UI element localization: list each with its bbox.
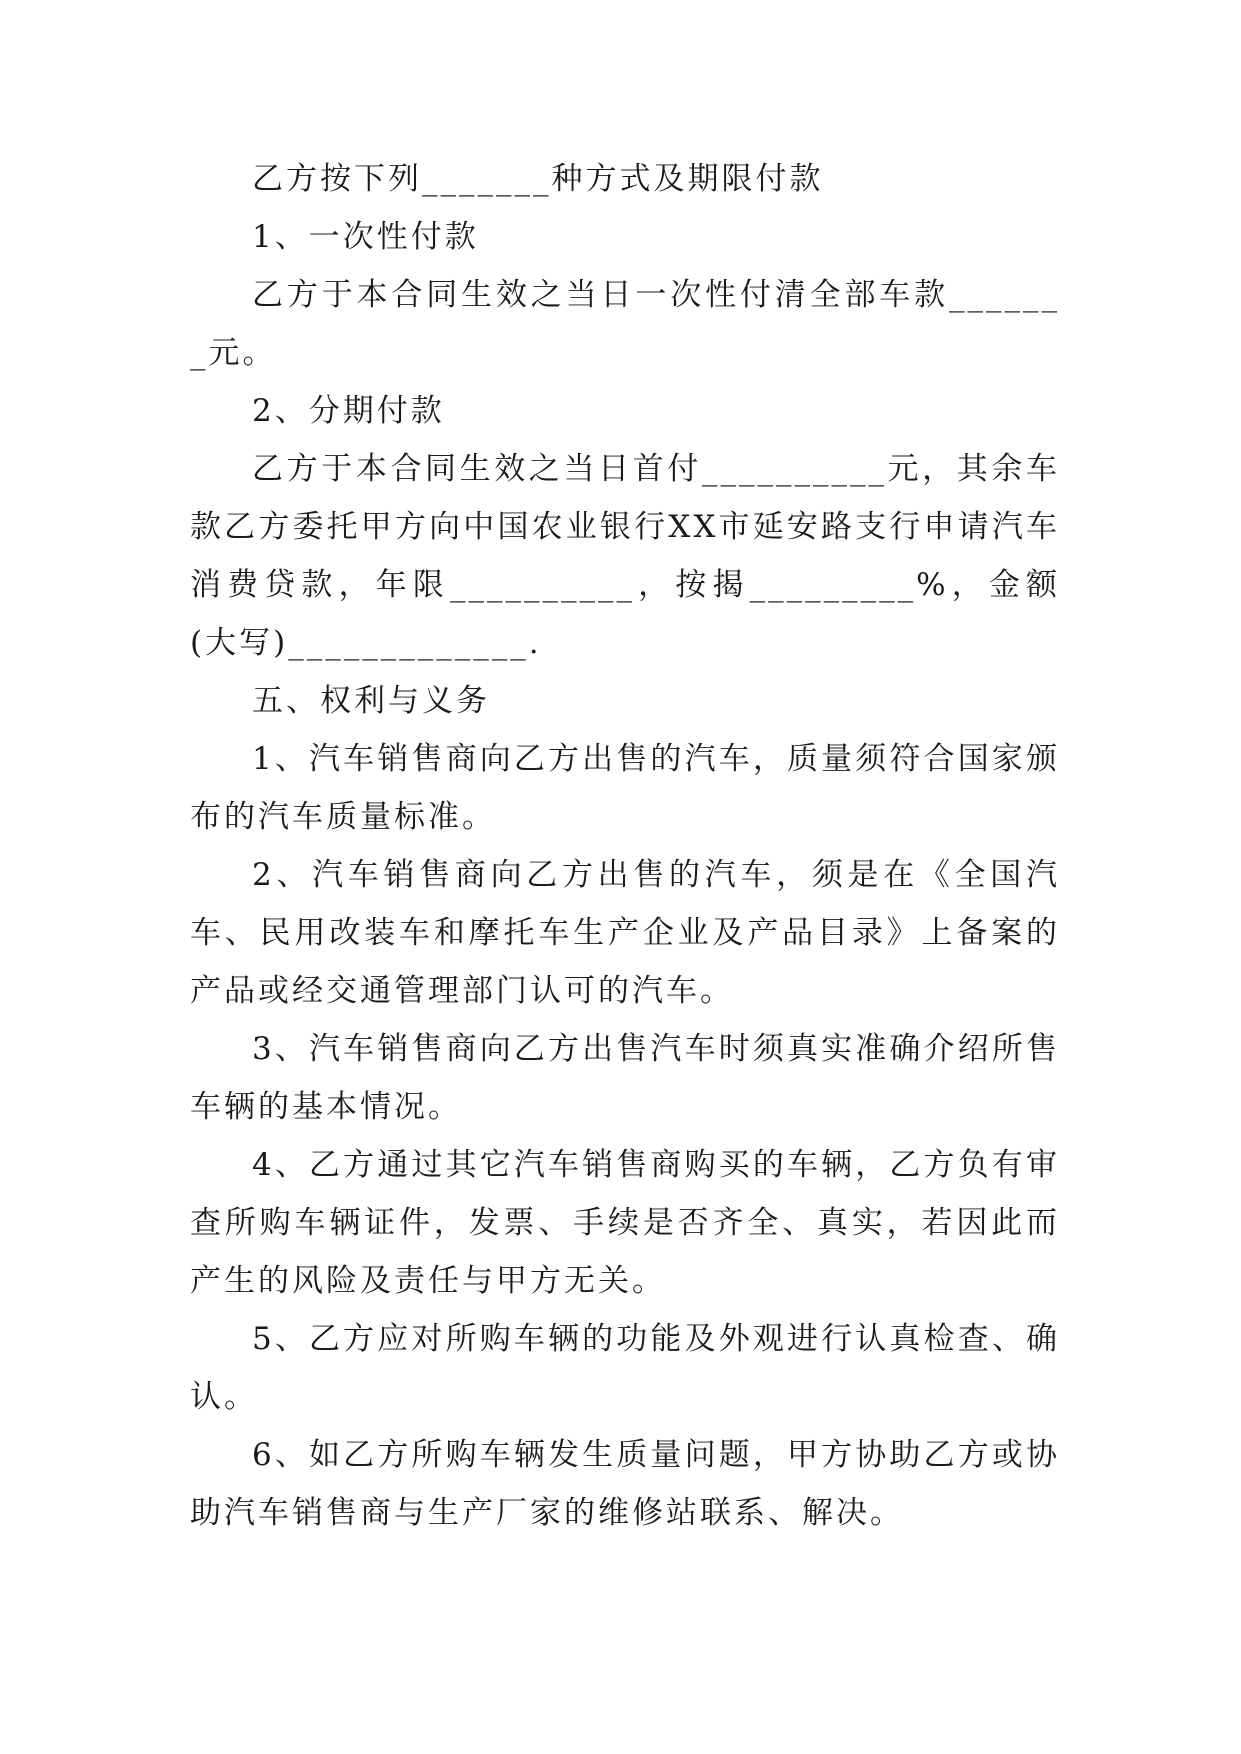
document-body [190, 150, 1060, 1542]
clause-1: 1、汽车销售商向乙方出售的汽车，质量须符合国家颁布的汽车质量标准。 [190, 741, 1060, 835]
lump-sum-paragraph: 乙方于本合同生效之当日一次性付清全部车款_______元。 [190, 277, 1060, 371]
clause-4: 4、乙方通过其它汽车销售商购买的车辆，乙方负有审查所购车辆证件，发票、手续是否齐全、真实，若因此而产生的风险及责任与甲方无关。 [190, 1147, 1060, 1299]
installment-paragraph: 乙方于本合同生效之当日首付__________元，其余车款乙方委托甲方向中国农业银行XX市延安路支行申请汽车消费贷款，年限__________，按揭_________%，金额(大写)_____________. [190, 451, 1060, 661]
clause-5: 5、乙方应对所购车辆的功能及外观进行认真检查、确认。 [190, 1321, 1060, 1415]
clause-6: 6、如乙方所购车辆发生质量问题，甲方协助乙方或协助汽车销售商与生产厂家的维修站联系、解决。 [190, 1437, 1060, 1531]
rights-obligations-heading: 五、权利与义务 [252, 683, 490, 719]
clause-3: 3、汽车销售商向乙方出售汽车时须真实准确介绍所售车辆的基本情况。 [190, 1031, 1060, 1125]
installment-heading: 2、分期付款 [252, 393, 445, 429]
clause-2: 2、汽车销售商向乙方出售的汽车，须是在《全国汽车、民用改装车和摩托车生产企业及产品目录》上备案的产品或经交通管理部门认可的汽车。 [190, 857, 1060, 1009]
lump-sum-heading: 1、一次性付款 [252, 219, 479, 255]
payment-method-paragraph: 乙方按下列_______种方式及期限付款 [252, 161, 824, 197]
